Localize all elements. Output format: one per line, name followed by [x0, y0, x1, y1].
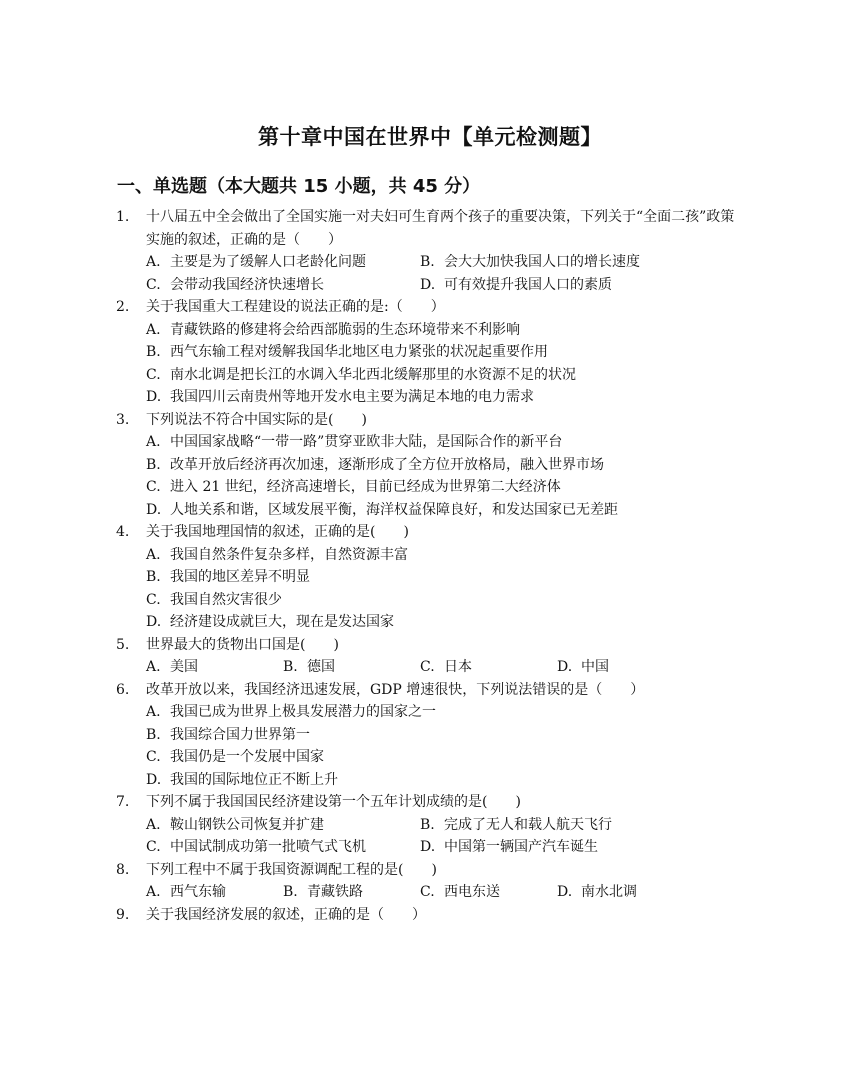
option-b[interactable]: B. 改革开放后经济再次加速，逐渐形成了全方位开放格局，融入世界市场	[146, 456, 604, 473]
question-3	[116, 409, 746, 522]
option-b[interactable]: B. 青藏铁路	[283, 884, 363, 900]
option-d[interactable]: D. 人地关系和谐，区域发展平衡，海洋权益保障良好，和发达国家已无差距	[146, 501, 618, 518]
option-a[interactable]: A. 我国已成为世界上极具发展潜力的国家之一	[146, 704, 436, 720]
option-b[interactable]: B. 我国综合国力世界第一	[146, 726, 310, 743]
option-c[interactable]: C. 我国自然灾害很少	[146, 591, 282, 608]
question-7	[116, 791, 746, 859]
question-text: 下列说法不符合中国实际的是( )	[146, 411, 367, 428]
option-c[interactable]: C. 中国试制成功第一批喷气式飞机	[146, 839, 366, 855]
option-d[interactable]: D. 中国	[557, 659, 609, 675]
question-number: 8.	[116, 861, 130, 878]
option-a[interactable]: A. 我国自然条件复杂多样，自然资源丰富	[146, 546, 408, 563]
question-number: 2.	[116, 299, 130, 315]
option-group	[116, 544, 746, 634]
option-a[interactable]: A. 美国	[146, 659, 198, 675]
option-d[interactable]: D. 我国四川云南贵州等地开发水电主要为满足本地的电力需求	[146, 389, 534, 405]
question-4	[116, 521, 746, 634]
question-1	[116, 206, 746, 296]
question-number: 1.	[116, 209, 130, 225]
option-a[interactable]: A. 西气东输	[146, 884, 226, 900]
question-text: 十八届五中全会做出了全国实施一对夫妇可生育两个孩子的重要决策，下列关于“全面二孩”政策实施的叙述，正确的是（ ）	[146, 209, 735, 248]
option-a[interactable]: A. 中国国家战略“一带一路”贯穿亚欧非大陆，是国际合作的新平台	[146, 434, 563, 450]
option-d[interactable]: D. 我国的国际地位正不断上升	[146, 771, 338, 788]
question-number: 3.	[116, 411, 130, 428]
option-a[interactable]: A. 鞍山钢铁公司恢复并扩建	[146, 816, 324, 833]
question-number: 5.	[116, 636, 130, 653]
option-d[interactable]: D. 经济建设成就巨大，现在是发达国家	[146, 614, 394, 630]
question-text: 世界最大的货物出口国是( )	[146, 636, 339, 653]
question-9	[116, 904, 746, 927]
question-text: 关于我国经济发展的叙述，正确的是（ ）	[146, 906, 426, 923]
question-text: 下列工程中不属于我国资源调配工程的是( )	[146, 861, 437, 878]
option-c[interactable]: C. 进入 21 世纪，经济高速增长，目前已经成为世界第二大经济体	[146, 479, 561, 495]
question-text: 改革开放以来，我国经济迅速发展，GDP 增速很快，下列说法错误的是（ ）	[146, 681, 645, 698]
option-b[interactable]: B. 德国	[283, 659, 335, 675]
question-number: 6.	[116, 681, 130, 698]
option-group	[116, 251, 746, 296]
question-text: 下列不属于我国国民经济建设第一个五年计划成绩的是( )	[146, 794, 521, 810]
option-group	[116, 814, 746, 859]
option-c[interactable]: C. 会带动我国经济快速增长	[146, 276, 324, 293]
option-b[interactable]: B. 西气东输工程对缓解我国华北地区电力紧张的状况起重要作用	[146, 344, 548, 360]
option-c[interactable]: C. 南水北调是把长江的水调入华北西北缓解那里的水资源不足的状况	[146, 366, 576, 383]
option-d[interactable]: D. 可有效提升我国人口的素质	[420, 276, 612, 293]
question-6	[116, 679, 746, 792]
option-group	[116, 656, 746, 679]
option-b[interactable]: B. 我国的地区差异不明显	[146, 569, 310, 585]
question-5	[116, 634, 746, 679]
document-title: 第十章中国在世界中【单元检测题】	[258, 125, 602, 149]
section-heading: 一、单选题（本大题共 15 小题，共 45 分）	[117, 176, 481, 197]
question-number: 9.	[116, 906, 130, 923]
question-number: 7.	[116, 794, 130, 810]
option-c[interactable]: C. 西电东送	[420, 884, 500, 900]
option-group	[116, 431, 746, 521]
question-text: 关于我国地理国情的叙述，正确的是( )	[146, 524, 409, 540]
question-list	[116, 206, 746, 926]
option-c[interactable]: C. 日本	[420, 659, 472, 675]
option-a[interactable]: A. 青藏铁路的修建将会给西部脆弱的生态环境带来不利影响	[146, 321, 520, 338]
question-text: 关于我国重大工程建设的说法正确的是:（ ）	[146, 299, 445, 315]
option-d[interactable]: D. 南水北调	[557, 884, 637, 900]
option-c[interactable]: C. 我国仍是一个发展中国家	[146, 749, 324, 765]
question-2	[116, 296, 746, 409]
option-group	[116, 881, 746, 904]
question-8	[116, 859, 746, 904]
option-d[interactable]: D. 中国第一辆国产汽车诞生	[420, 839, 598, 855]
option-a[interactable]: A. 主要是为了缓解人口老龄化问题	[146, 254, 366, 270]
option-b[interactable]: B. 会大大加快我国人口的增长速度	[420, 254, 640, 270]
option-group	[116, 319, 746, 409]
option-group	[116, 701, 746, 791]
question-number: 4.	[116, 524, 130, 540]
option-b[interactable]: B. 完成了无人和载人航天飞行	[420, 816, 612, 833]
